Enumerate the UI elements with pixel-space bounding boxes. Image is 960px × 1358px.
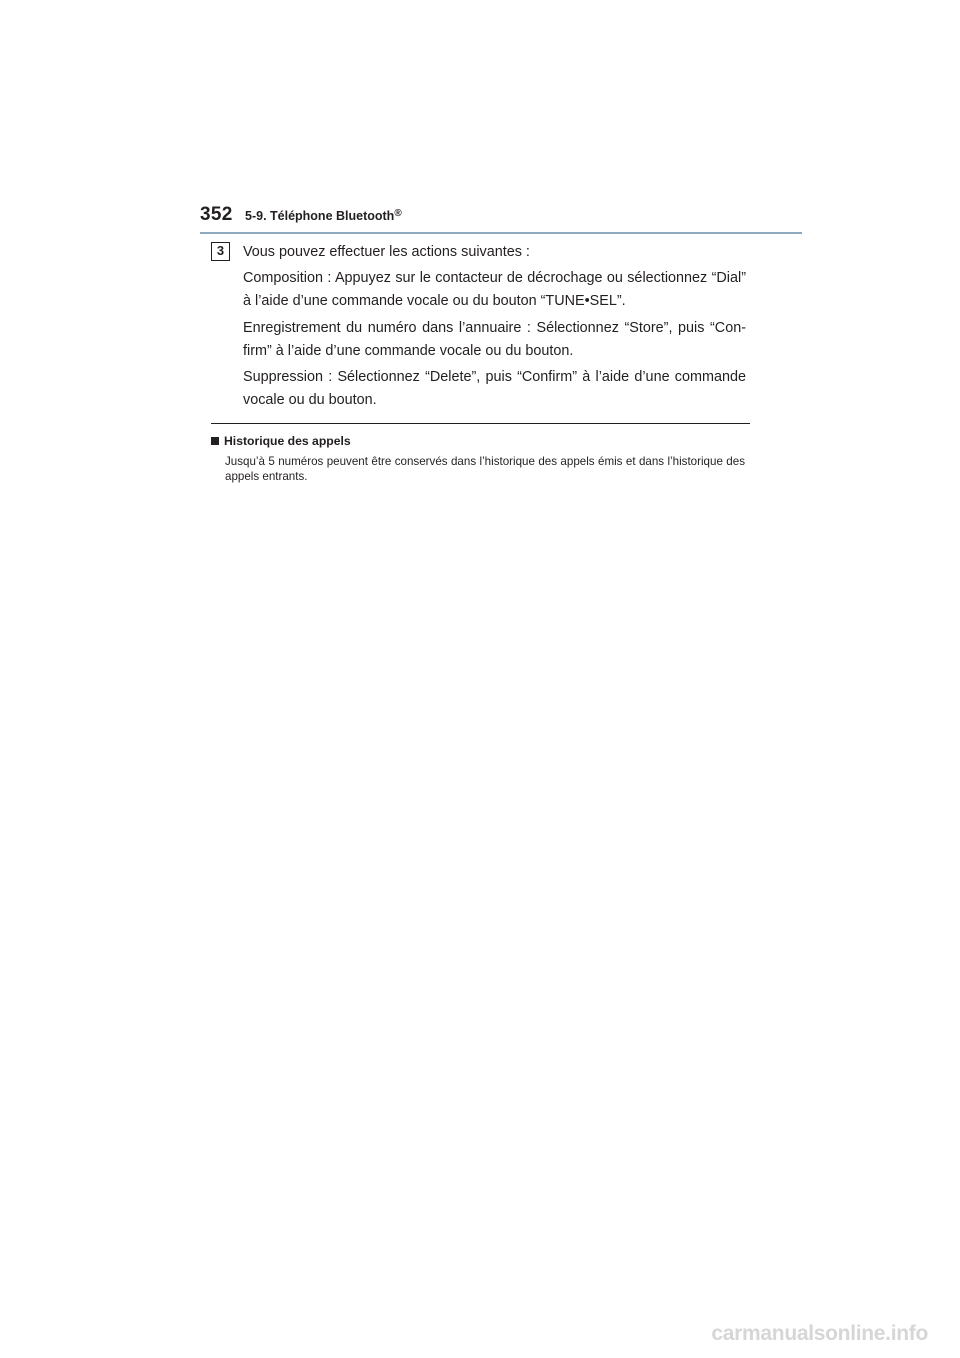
note-body: Jusqu’à 5 numéros peuvent être conservés dans l’historique des appels émis et dans l’historique des appels entrants. [225, 455, 745, 483]
square-bullet-icon [211, 437, 219, 445]
watermark-logo: carmanualsonline.info [711, 1322, 928, 1345]
note-title-text: Historique des appels [224, 434, 351, 448]
section-title [245, 209, 402, 223]
step-number-badge: 3 [211, 242, 230, 261]
header-rule [200, 232, 802, 234]
page-number: 352 [200, 204, 233, 225]
registered-mark: ® [394, 208, 402, 219]
section-divider [211, 423, 750, 424]
page-header [200, 200, 802, 234]
step-paragraph-store: Enregistrement du numéro dans l’annuaire : Sélectionnez “Store”, puis “Con-firm” à l’aide d’une commande vocale ou du bouton. [243, 320, 746, 359]
step-intro: Vous pouvez effectuer les actions suivantes : [243, 244, 530, 260]
step-paragraph-delete: Suppression : Sélectionnez “Delete”, puis “Confirm” à l’aide d’une commande vocale ou du bouton. [243, 369, 746, 408]
note-heading [211, 433, 351, 449]
section-title-text: 5-9. Téléphone Bluetooth [245, 209, 395, 223]
step-paragraph-dial: Composition : Appuyez sur le contacteur de décrochage ou sélectionnez “Dial” à l’aide d’une commande vocale ou du bouton “TUNE•SEL”. [243, 270, 746, 309]
